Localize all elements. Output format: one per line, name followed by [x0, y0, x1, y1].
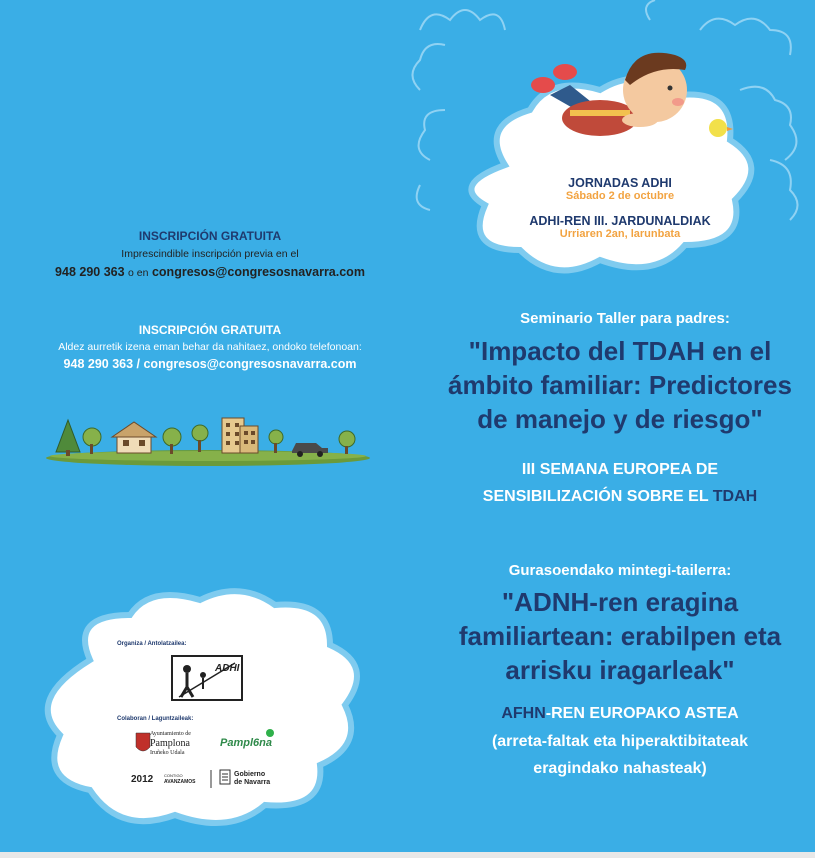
- email-es: congresos@congresosnavarra.com: [151, 265, 365, 279]
- gobierno-line1: Gobierno: [234, 771, 266, 778]
- seminar-kicker-eu: Gurasoendako mintegi-tailerra:: [508, 562, 732, 579]
- week-es-line1: III SEMANA EUROPEA DE: [521, 461, 719, 478]
- ayto-line2: Pamplona: [150, 738, 190, 749]
- inscription-subtitle-es: Imprescindible inscripción previa en el: [121, 248, 299, 260]
- seminar-kicker-es: Seminario Taller para padres:: [520, 310, 730, 327]
- avanzamos-line1: CONTIGO: [164, 773, 183, 778]
- week-es-tdah: TDAH: [712, 488, 758, 505]
- week-eu-line1-text: -REN EUROPAKO ASTEA: [545, 705, 739, 722]
- organiza-label: Organiza / Antolatzailea:: [117, 641, 187, 647]
- seminar-title-eu-line3: arrisku iragarleak": [505, 655, 735, 685]
- seminar-title-es-line1: "Impacto del TDAH en el: [468, 336, 772, 366]
- seminar-title-es-line2: ámbito familiar: Predictores: [448, 370, 792, 400]
- event-title-es: JORNADAS ADHI: [568, 175, 672, 190]
- event-date-eu: Urriaren 2an, larunbata: [559, 228, 681, 240]
- inscription-title-eu: INSCRIPCIÓN GRATUITA: [138, 323, 282, 337]
- connector-es: o en: [128, 267, 149, 279]
- phone-es: 948 290 363: [55, 265, 125, 279]
- week-es-line2-text: SENSIBILIZACIÓN SOBRE EL: [482, 488, 713, 505]
- inscription-contact-eu: 948 290 363 / congresos@congresosnavarra.com: [63, 357, 357, 371]
- week-eu-line2: (arreta-faltak eta hiperaktibitateak: [491, 733, 749, 750]
- pamplona-brand-logo: Pampl6na: [220, 737, 272, 749]
- bottom-edge: [0, 852, 815, 858]
- seminar-title-es-line3: de manejo y de riesgo": [477, 404, 763, 434]
- avanzamos-line2: AVANZAMOS: [164, 779, 196, 785]
- year-2012: 2012: [131, 774, 154, 785]
- event-title-eu: ADHI-REN III. JARDUNALDIAK: [529, 213, 711, 228]
- week-eu-line3: eragindako nahasteak): [533, 760, 707, 777]
- inscription-title-es: INSCRIPCIÓN GRATUITA: [138, 229, 282, 243]
- inscription-subtitle-eu: Aldez aurretik izena eman behar da nahitaez, ondoko telefonoan:: [58, 341, 362, 353]
- event-date-es: Sábado 2 de octubre: [565, 190, 675, 202]
- ayto-line1: Ayuntamiento de: [150, 731, 191, 737]
- gobierno-line2: de Navarra: [234, 779, 271, 786]
- colaboran-label: Colaboran / Laguntzaileak:: [117, 716, 194, 722]
- week-eu-afhn: AFHN: [501, 705, 546, 722]
- seminar-title-eu-line1: "ADNH-ren eragina: [501, 587, 739, 617]
- ayto-line3: Iruñeko Udala: [150, 750, 185, 756]
- adhi-logo-text: ADHI: [215, 663, 240, 674]
- seminar-title-eu-line2: familiartean: erabilpen eta: [458, 621, 782, 651]
